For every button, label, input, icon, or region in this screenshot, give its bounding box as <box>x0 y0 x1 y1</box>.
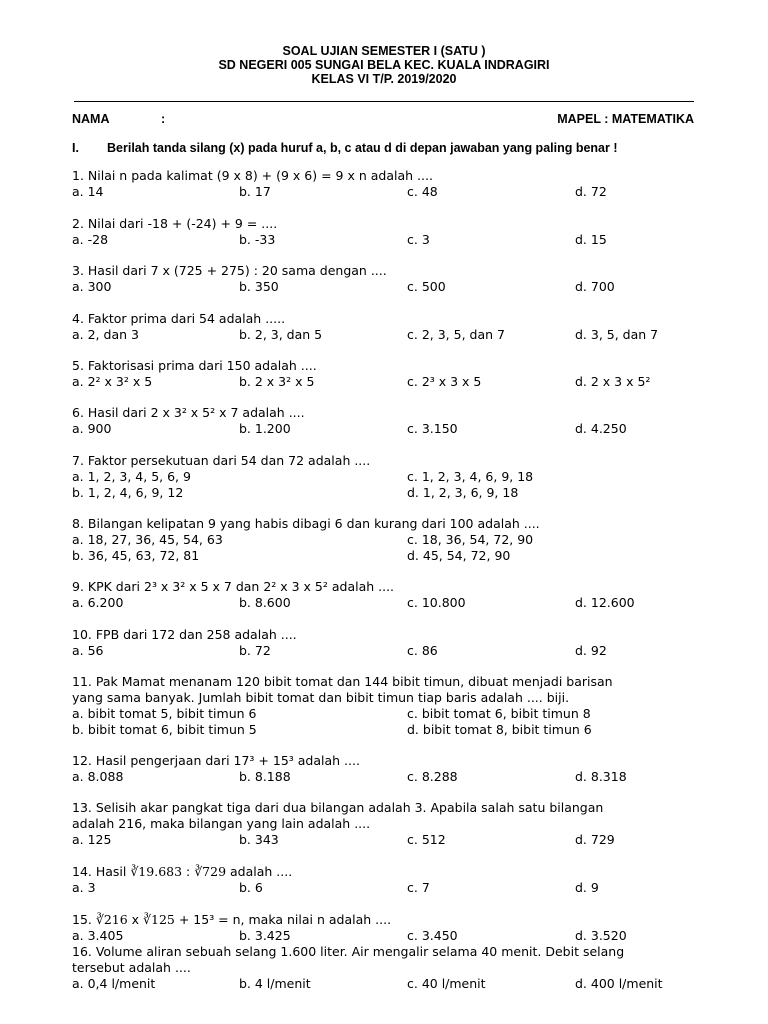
question-16-line-2: tersebut adalah .... <box>72 960 191 975</box>
q11-option-c[interactable]: c. bibit tomat 6, bibit timun 8 <box>407 706 591 721</box>
question-5: 5. Faktorisasi prima dari 150 adalah .... <box>72 358 317 373</box>
q12-option-a[interactable]: a. 8.088 <box>72 769 124 784</box>
q15-text-mid: x <box>127 912 144 927</box>
q16-option-b[interactable]: b. 4 l/menit <box>239 976 311 991</box>
q4-option-b[interactable]: b. 2, 3, dan 5 <box>239 327 323 342</box>
q15-text-start: 15. <box>72 912 96 927</box>
question-14 <box>72 864 292 880</box>
q13-option-c[interactable]: c. 512 <box>407 832 446 847</box>
q10-option-c[interactable]: c. 86 <box>407 643 438 658</box>
q15-option-c[interactable]: c. 3.450 <box>407 928 458 943</box>
q4-option-a[interactable]: a. 2, dan 3 <box>72 327 139 342</box>
q2-option-d[interactable]: d. 15 <box>575 232 607 247</box>
nama-colon: : <box>161 112 166 126</box>
mapel-label: MAPEL : MATEMATIKA <box>557 112 694 126</box>
q6-option-b[interactable]: b. 1.200 <box>239 421 291 436</box>
q9-option-b[interactable]: b. 8.600 <box>239 595 291 610</box>
q14-cube-root-2: ∛729 <box>194 864 227 879</box>
q3-option-a[interactable]: a. 300 <box>72 279 112 294</box>
q16-option-c[interactable]: c. 40 l/menit <box>407 976 486 991</box>
question-13: 13. Selisih akar pangkat tiga dari dua bilangan adalah 3. Apabila salah satu bilangan <box>72 800 604 815</box>
q11-option-b[interactable]: b. bibit tomat 6, bibit timun 5 <box>72 722 257 737</box>
q14-text-end: adalah .... <box>226 864 293 879</box>
q14-option-c[interactable]: c. 7 <box>407 880 430 895</box>
q14-text-mid: : <box>182 864 195 879</box>
q14-option-b[interactable]: b. 6 <box>239 880 263 895</box>
q4-option-c[interactable]: c. 2, 3, 5, dan 7 <box>407 327 505 342</box>
question-3: 3. Hasil dari 7 x (725 + 275) : 20 sama dengan .... <box>72 263 387 278</box>
q9-option-d[interactable]: d. 12.600 <box>575 595 635 610</box>
q15-text-end: + 15³ = n, maka nilai n adalah .... <box>174 912 392 927</box>
q14-option-d[interactable]: d. 9 <box>575 880 599 895</box>
q8-option-d[interactable]: d. 45, 54, 72, 90 <box>407 548 511 563</box>
q15-option-a[interactable]: a. 3.405 <box>72 928 124 943</box>
header-divider <box>74 101 694 102</box>
question-7: 7. Faktor persekutuan dari 54 dan 72 adalah .... <box>72 453 371 468</box>
q7-option-a[interactable]: a. 1, 2, 3, 4, 5, 6, 9 <box>72 469 191 484</box>
q15-option-d[interactable]: d. 3.520 <box>575 928 627 943</box>
q7-option-d[interactable]: d. 1, 2, 3, 6, 9, 18 <box>407 485 519 500</box>
q16-option-a[interactable]: a. 0,4 l/menit <box>72 976 156 991</box>
q12-option-c[interactable]: c. 8.288 <box>407 769 458 784</box>
class-year: KELAS VI T/P. 2019/2020 <box>311 72 457 86</box>
q8-option-c[interactable]: c. 18, 36, 54, 72, 90 <box>407 532 534 547</box>
q7-option-b[interactable]: b. 1, 2, 4, 6, 9, 12 <box>72 485 184 500</box>
q16-option-d[interactable]: d. 400 l/menit <box>575 976 663 991</box>
q10-option-a[interactable]: a. 56 <box>72 643 104 658</box>
question-11-line-2: yang sama banyak. Jumlah bibit tomat dan bibit timun tiap baris adalah .... biji. <box>72 690 570 705</box>
q14-option-a[interactable]: a. 3 <box>72 880 96 895</box>
q9-option-a[interactable]: a. 6.200 <box>72 595 124 610</box>
q10-option-d[interactable]: d. 92 <box>575 643 607 658</box>
q5-option-a[interactable]: a. 2² x 3² x 5 <box>72 374 153 389</box>
q9-option-c[interactable]: c. 10.800 <box>407 595 466 610</box>
q6-option-c[interactable]: c. 3.150 <box>407 421 458 436</box>
q12-option-b[interactable]: b. 8.188 <box>239 769 291 784</box>
question-10: 10. FPB dari 172 dan 258 adalah .... <box>72 627 297 642</box>
q2-option-b[interactable]: b. -33 <box>239 232 276 247</box>
q8-option-b[interactable]: b. 36, 45, 63, 72, 81 <box>72 548 200 563</box>
nama-label: NAMA <box>72 112 110 126</box>
question-11: 11. Pak Mamat menanam 120 bibit tomat dan 144 bibit timun, dibuat menjadi barisan <box>72 674 613 689</box>
q6-option-a[interactable]: a. 900 <box>72 421 112 436</box>
q14-text-start: 14. Hasil <box>72 864 131 879</box>
question-4: 4. Faktor prima dari 54 adalah ..... <box>72 311 286 326</box>
q3-option-c[interactable]: c. 500 <box>407 279 446 294</box>
exam-title: SOAL UJIAN SEMESTER I (SATU ) <box>282 44 486 58</box>
question-6: 6. Hasil dari 2 x 3² x 5² x 7 adalah .... <box>72 405 305 420</box>
q1-option-d[interactable]: d. 72 <box>575 184 607 199</box>
q5-option-c[interactable]: c. 2³ x 3 x 5 <box>407 374 482 389</box>
question-12: 12. Hasil pengerjaan dari 17³ + 15³ adalah .... <box>72 753 360 768</box>
q13-option-d[interactable]: d. 729 <box>575 832 615 847</box>
q2-option-a[interactable]: a. -28 <box>72 232 109 247</box>
question-1: 1. Nilai n pada kalimat (9 x 8) + (9 x 6) = 9 x n adalah .... <box>72 168 433 183</box>
q14-cube-root-1: ∛19.683 <box>130 864 183 879</box>
q4-option-d[interactable]: d. 3, 5, dan 7 <box>575 327 659 342</box>
q8-option-a[interactable]: a. 18, 27, 36, 45, 54, 63 <box>72 532 223 547</box>
question-15 <box>72 912 391 928</box>
q2-option-c[interactable]: c. 3 <box>407 232 430 247</box>
question-9: 9. KPK dari 2³ x 3² x 5 x 7 dan 2² x 3 x 5² adalah .... <box>72 579 395 594</box>
school-name: SD NEGERI 005 SUNGAI BELA KEC. KUALA INDRAGIRI <box>218 58 550 72</box>
q12-option-d[interactable]: d. 8.318 <box>575 769 627 784</box>
question-2: 2. Nilai dari -18 + (-24) + 9 = .... <box>72 216 278 231</box>
q11-option-d[interactable]: d. bibit tomat 8, bibit timun 6 <box>407 722 592 737</box>
q13-option-a[interactable]: a. 125 <box>72 832 112 847</box>
q5-option-b[interactable]: b. 2 x 3² x 5 <box>239 374 315 389</box>
q6-option-d[interactable]: d. 4.250 <box>575 421 627 436</box>
q5-option-d[interactable]: d. 2 x 3 x 5² <box>575 374 651 389</box>
q15-cube-root-1: ∛216 <box>95 912 128 927</box>
section-number: I. <box>72 141 79 155</box>
question-13-line-2: adalah 216, maka bilangan yang lain adalah .... <box>72 816 371 831</box>
question-8: 8. Bilangan kelipatan 9 yang habis dibagi 6 dan kurang dari 100 adalah .... <box>72 516 540 531</box>
q11-option-a[interactable]: a. bibit tomat 5, bibit timun 6 <box>72 706 257 721</box>
q10-option-b[interactable]: b. 72 <box>239 643 271 658</box>
q3-option-d[interactable]: d. 700 <box>575 279 615 294</box>
q7-option-c[interactable]: c. 1, 2, 3, 4, 6, 9, 18 <box>407 469 534 484</box>
q1-option-a[interactable]: a. 14 <box>72 184 104 199</box>
question-16: 16. Volume aliran sebuah selang 1.600 liter. Air mengalir selama 40 menit. Debit selang <box>72 944 625 959</box>
q1-option-b[interactable]: b. 17 <box>239 184 271 199</box>
q13-option-b[interactable]: b. 343 <box>239 832 279 847</box>
q15-option-b[interactable]: b. 3.425 <box>239 928 291 943</box>
q15-cube-root-2: ∛125 <box>143 912 175 927</box>
q3-option-b[interactable]: b. 350 <box>239 279 279 294</box>
q1-option-c[interactable]: c. 48 <box>407 184 438 199</box>
section-instruction: Berilah tanda silang (x) pada huruf a, b, c atau d di depan jawaban yang paling benar ! <box>107 141 618 155</box>
